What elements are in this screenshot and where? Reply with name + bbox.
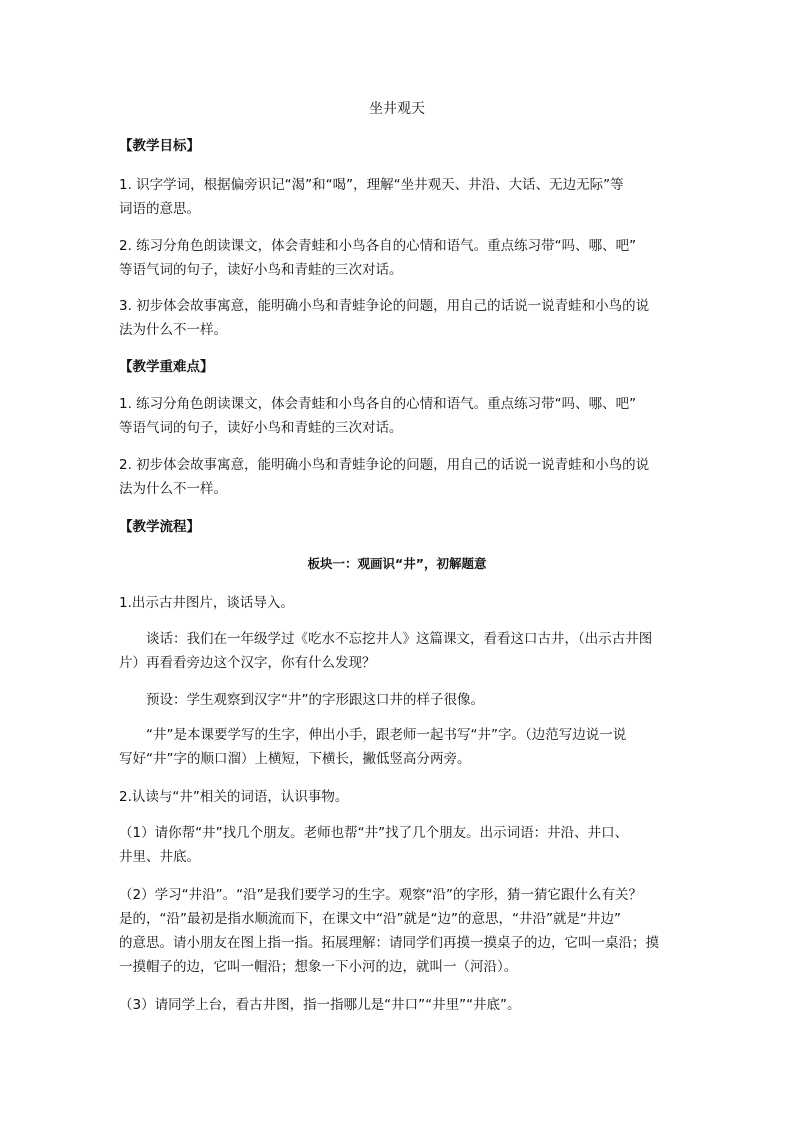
- goal-2-line-1: 2. 练习分角色朗读课文，体会青蛙和小鸟各自的心情和语气。重点练习带“吗、哪、吧”: [119, 238, 637, 254]
- goal-1-line-2: 词语的意思。: [119, 201, 200, 217]
- sub-3-line: （3）请同学上台，看古井图，指一指哪儿是“井口”“井里”“井底”。: [119, 997, 521, 1013]
- sub-2-line-3: 的意思。请小朋友在图上指一指。拓展理解：请同学们再摸一摸桌子的边，它叫一桌沿；摸: [119, 935, 659, 951]
- key-2-line-1: 2. 初步体会故事寓意，能明确小鸟和青蛙争论的问题，用自己的话说一说青蛙和小鸟的说: [119, 457, 650, 473]
- key-points-heading: 【教学重难点】: [119, 359, 214, 375]
- sub-1-line-1: （1）请你帮“井”找几个朋友。老师也帮“井”找了几个朋友。出示词语：井沿、井口、: [119, 825, 629, 841]
- goal-1-line-1: 1. 识字学词，根据偏旁识记“渴”和“喝”，理解“坐井观天、井沿、大话、无边无际”等: [119, 177, 624, 193]
- section-1-title: 板块一：观画识“井”，初解题意: [307, 556, 487, 571]
- well-line-2: 写好“井”字的顺口溜）上横短，下横长，撇低竖高分两旁。: [119, 751, 471, 767]
- sub-2-line-4: 一摸帽子的边，它叫一帽沿；想象一下小河的边，就叫一（河沿）。: [119, 959, 518, 975]
- sub-1-line-2: 井里、井底。: [119, 849, 200, 865]
- goals-heading: 【教学目标】: [119, 138, 200, 154]
- key-1-line-1: 1. 练习分角色朗读课文，体会青蛙和小鸟各自的心情和语气。重点练习带“吗、哪、吧”: [119, 396, 637, 412]
- key-2-line-2: 法为什么不一样。: [119, 481, 227, 497]
- goal-3-line-1: 3. 初步体会故事寓意，能明确小鸟和青蛙争论的问题，用自己的话说一说青蛙和小鸟的说: [119, 298, 650, 314]
- talk-line-1: 谈话：我们在一年级学过《吃水不忘挖井人》这篇课文，看看这口古井，（出示古井图: [146, 631, 653, 647]
- page-title: 坐井观天: [369, 101, 425, 117]
- sub-2-line-2: 是的，“沿”最初是指水顺流而下，在课文中“沿”就是“边”的意思，“井沿”就是“井边”: [119, 911, 621, 927]
- sub-2-line-1: （2）学习“井沿”。“沿”是我们要学习的生字。观察“沿”的字形，猜一猜它跟什么有关？: [119, 887, 643, 903]
- step-2: 2.认读与“井”相关的词语，认识事物。: [119, 789, 349, 805]
- goal-2-line-2: 等语气词的句子，读好小鸟和青蛙的三次对话。: [119, 262, 403, 278]
- preset-line: 预设：学生观察到汉字“井”的字形跟这口井的样子很像。: [146, 692, 484, 708]
- step-1: 1.出示古井图片，谈话导入。: [119, 595, 294, 611]
- flow-heading: 【教学流程】: [119, 519, 200, 535]
- talk-line-2: 片）再看看旁边这个汉字，你有什么发现？: [119, 655, 376, 671]
- key-1-line-2: 等语气词的句子，读好小鸟和青蛙的三次对话。: [119, 420, 403, 436]
- well-line-1: “井”是本课要学写的生字，伸出小手，跟老师一起书写“井”字。（边范写边说一说: [146, 727, 627, 743]
- goal-3-line-2: 法为什么不一样。: [119, 322, 227, 338]
